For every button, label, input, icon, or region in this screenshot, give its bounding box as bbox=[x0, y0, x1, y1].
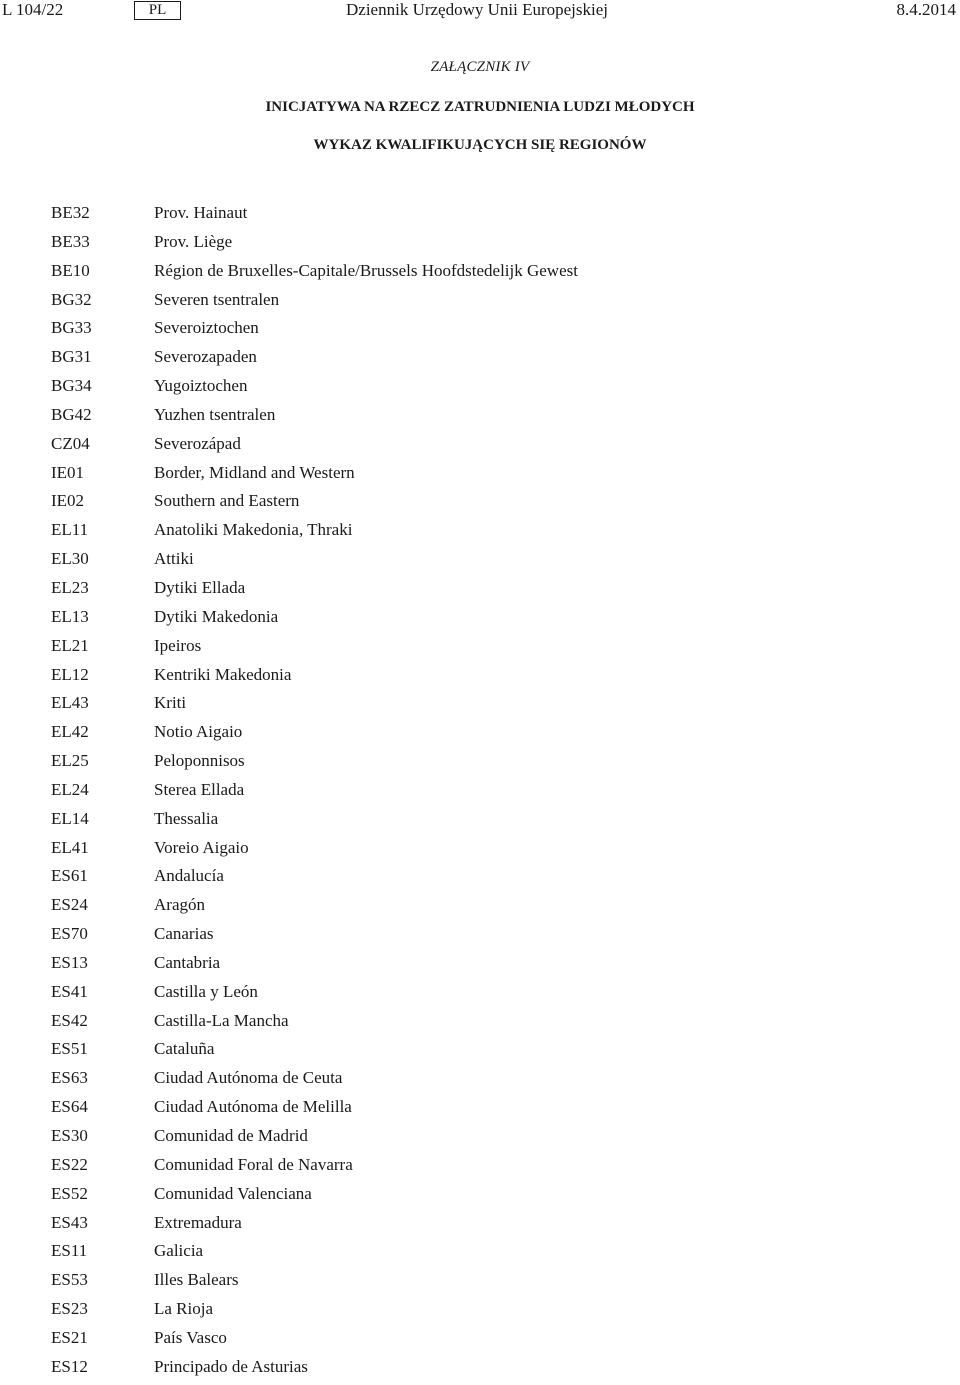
journal-title: Dziennik Urzędowy Unii Europejskiej bbox=[346, 0, 609, 19]
region-row bbox=[0, 404, 960, 433]
region-name: Notio Aigaio bbox=[154, 722, 243, 742]
region-name: Dytiki Makedonia bbox=[154, 606, 279, 626]
region-name: Ciudad Autónoma de Ceuta bbox=[154, 1068, 343, 1088]
region-name: Kriti bbox=[154, 693, 187, 713]
region-code: EL25 bbox=[51, 751, 89, 771]
region-code: ES22 bbox=[51, 1154, 88, 1174]
region-row bbox=[0, 577, 960, 606]
region-code: ES11 bbox=[51, 1241, 88, 1261]
region-row bbox=[0, 1154, 960, 1183]
region-code: ES23 bbox=[51, 1299, 88, 1319]
region-code: EL12 bbox=[51, 664, 89, 684]
region-row bbox=[0, 664, 960, 693]
region-row bbox=[0, 1327, 960, 1356]
region-code: ES42 bbox=[51, 1010, 88, 1030]
region-name: Ciudad Autónoma de Melilla bbox=[154, 1097, 352, 1117]
region-name: Comunidad Foral de Navarra bbox=[154, 1154, 353, 1174]
document-title: INICJATYWA NA RZECZ ZATRUDNIENIA LUDZI MŁODYCH bbox=[265, 99, 695, 115]
region-code: BG42 bbox=[51, 404, 92, 424]
region-row bbox=[0, 1356, 960, 1385]
annex-label: ZAŁĄCZNIK IV bbox=[430, 59, 530, 75]
region-code: ES64 bbox=[51, 1097, 88, 1117]
region-row bbox=[0, 519, 960, 548]
region-code: ES13 bbox=[51, 952, 88, 972]
region-code: BG32 bbox=[51, 289, 92, 309]
region-name: Severoiztochen bbox=[154, 318, 259, 338]
region-row bbox=[0, 433, 960, 462]
region-row bbox=[0, 606, 960, 635]
region-code: EL14 bbox=[51, 808, 89, 828]
region-row bbox=[0, 289, 960, 318]
region-name: Ipeiros bbox=[154, 635, 202, 655]
region-row bbox=[0, 1038, 960, 1067]
region-code: ES12 bbox=[51, 1356, 88, 1376]
region-name: Extremadura bbox=[154, 1212, 242, 1232]
region-row bbox=[0, 635, 960, 664]
document-subtitle: WYKAZ KWALIFIKUJĄCYCH SIĘ REGIONÓW bbox=[313, 137, 647, 153]
region-row bbox=[0, 346, 960, 375]
region-name: Galicia bbox=[154, 1241, 204, 1261]
region-row bbox=[0, 1298, 960, 1327]
region-name: Prov. Hainaut bbox=[154, 203, 248, 222]
region-code: BG31 bbox=[51, 347, 92, 367]
region-name: Severozápad bbox=[154, 433, 241, 453]
region-name: Severen tsentralen bbox=[154, 289, 280, 309]
region-row bbox=[0, 952, 960, 981]
region-code: EL11 bbox=[51, 520, 89, 540]
region-list bbox=[0, 202, 960, 1385]
page-reference: L 104/22 bbox=[2, 0, 64, 19]
region-code: EL13 bbox=[51, 606, 89, 626]
region-name: Border, Midland and Western bbox=[154, 462, 355, 482]
region-row bbox=[0, 1125, 960, 1154]
region-name: Kentriki Makedonia bbox=[154, 664, 292, 684]
region-row bbox=[0, 1183, 960, 1212]
region-row bbox=[0, 231, 960, 260]
region-name: Dytiki Ellada bbox=[154, 577, 246, 597]
region-row bbox=[0, 462, 960, 491]
region-name: Principado de Asturias bbox=[154, 1356, 308, 1376]
region-name: Cataluña bbox=[154, 1039, 215, 1059]
region-row bbox=[0, 317, 960, 346]
region-code: ES21 bbox=[51, 1327, 88, 1347]
region-code: BE10 bbox=[51, 260, 90, 280]
region-name: Prov. Liège bbox=[154, 231, 233, 251]
region-row bbox=[0, 490, 960, 519]
region-row bbox=[0, 260, 960, 289]
region-name: Cantabria bbox=[154, 952, 221, 972]
region-code: ES52 bbox=[51, 1183, 88, 1203]
region-row bbox=[0, 894, 960, 923]
region-row bbox=[0, 837, 960, 866]
region-name: Sterea Ellada bbox=[154, 779, 245, 799]
region-code: EL21 bbox=[51, 635, 89, 655]
region-name: Severozapaden bbox=[154, 347, 257, 367]
region-code: ES41 bbox=[51, 981, 88, 1001]
region-row bbox=[0, 1269, 960, 1298]
region-row bbox=[0, 1010, 960, 1039]
region-row bbox=[0, 1240, 960, 1269]
region-name: Comunidad Valenciana bbox=[154, 1183, 312, 1203]
region-code: BE33 bbox=[51, 231, 90, 251]
region-name: Canarias bbox=[154, 924, 214, 944]
region-row bbox=[0, 202, 960, 231]
region-code: ES70 bbox=[51, 924, 88, 944]
region-row bbox=[0, 1067, 960, 1096]
region-name: Yuzhen tsentralen bbox=[154, 404, 276, 424]
page-header bbox=[0, 0, 960, 22]
region-code: BG33 bbox=[51, 318, 92, 338]
region-code: EL24 bbox=[51, 779, 89, 799]
region-row bbox=[0, 750, 960, 779]
region-code: ES30 bbox=[51, 1126, 88, 1145]
region-name: Illes Balears bbox=[154, 1270, 239, 1290]
region-row bbox=[0, 808, 960, 837]
region-name: Castilla y León bbox=[154, 981, 258, 1001]
region-code: EL23 bbox=[51, 577, 89, 597]
region-row bbox=[0, 779, 960, 808]
region-row bbox=[0, 923, 960, 952]
region-name: Andalucía bbox=[154, 866, 224, 886]
region-code: BE32 bbox=[51, 203, 90, 222]
region-row bbox=[0, 375, 960, 404]
language-box: PL bbox=[134, 1, 181, 20]
region-name: Peloponnisos bbox=[154, 751, 245, 771]
region-code: EL43 bbox=[51, 693, 89, 713]
region-code: IE01 bbox=[51, 462, 85, 482]
region-name: Anatoliki Makedonia, Thraki bbox=[154, 520, 353, 540]
region-code: ES63 bbox=[51, 1068, 88, 1088]
region-name: Yugoiztochen bbox=[154, 376, 248, 396]
region-name: Aragón bbox=[154, 895, 205, 915]
region-name: Southern and Eastern bbox=[154, 491, 300, 511]
region-name: Castilla-La Mancha bbox=[154, 1010, 289, 1030]
region-row bbox=[0, 548, 960, 577]
region-row bbox=[0, 1212, 960, 1241]
region-name: País Vasco bbox=[154, 1327, 227, 1347]
region-name: Voreio Aigaio bbox=[154, 837, 249, 857]
region-code: BG34 bbox=[51, 376, 92, 396]
region-row bbox=[0, 1096, 960, 1125]
region-code: EL30 bbox=[51, 549, 89, 569]
region-name: Région de Bruxelles-Capitale/Brussels Hoofdstedelijk Gewest bbox=[154, 260, 578, 280]
region-code: IE02 bbox=[51, 491, 85, 511]
region-code: EL41 bbox=[51, 837, 89, 857]
region-name: Attiki bbox=[154, 549, 194, 569]
region-row bbox=[0, 865, 960, 894]
region-code: ES51 bbox=[51, 1039, 88, 1059]
region-code: EL42 bbox=[51, 722, 89, 742]
region-row bbox=[0, 981, 960, 1010]
region-name: Thessalia bbox=[154, 808, 219, 828]
region-code: ES53 bbox=[51, 1270, 88, 1290]
region-row bbox=[0, 692, 960, 721]
region-code: ES43 bbox=[51, 1212, 88, 1232]
region-code: ES24 bbox=[51, 895, 88, 915]
region-code: ES61 bbox=[51, 866, 88, 886]
region-name: Comunidad de Madrid bbox=[154, 1126, 308, 1145]
region-code: CZ04 bbox=[51, 433, 90, 453]
publication-date: 8.4.2014 bbox=[896, 0, 956, 19]
region-name: La Rioja bbox=[154, 1299, 214, 1319]
region-row bbox=[0, 721, 960, 750]
